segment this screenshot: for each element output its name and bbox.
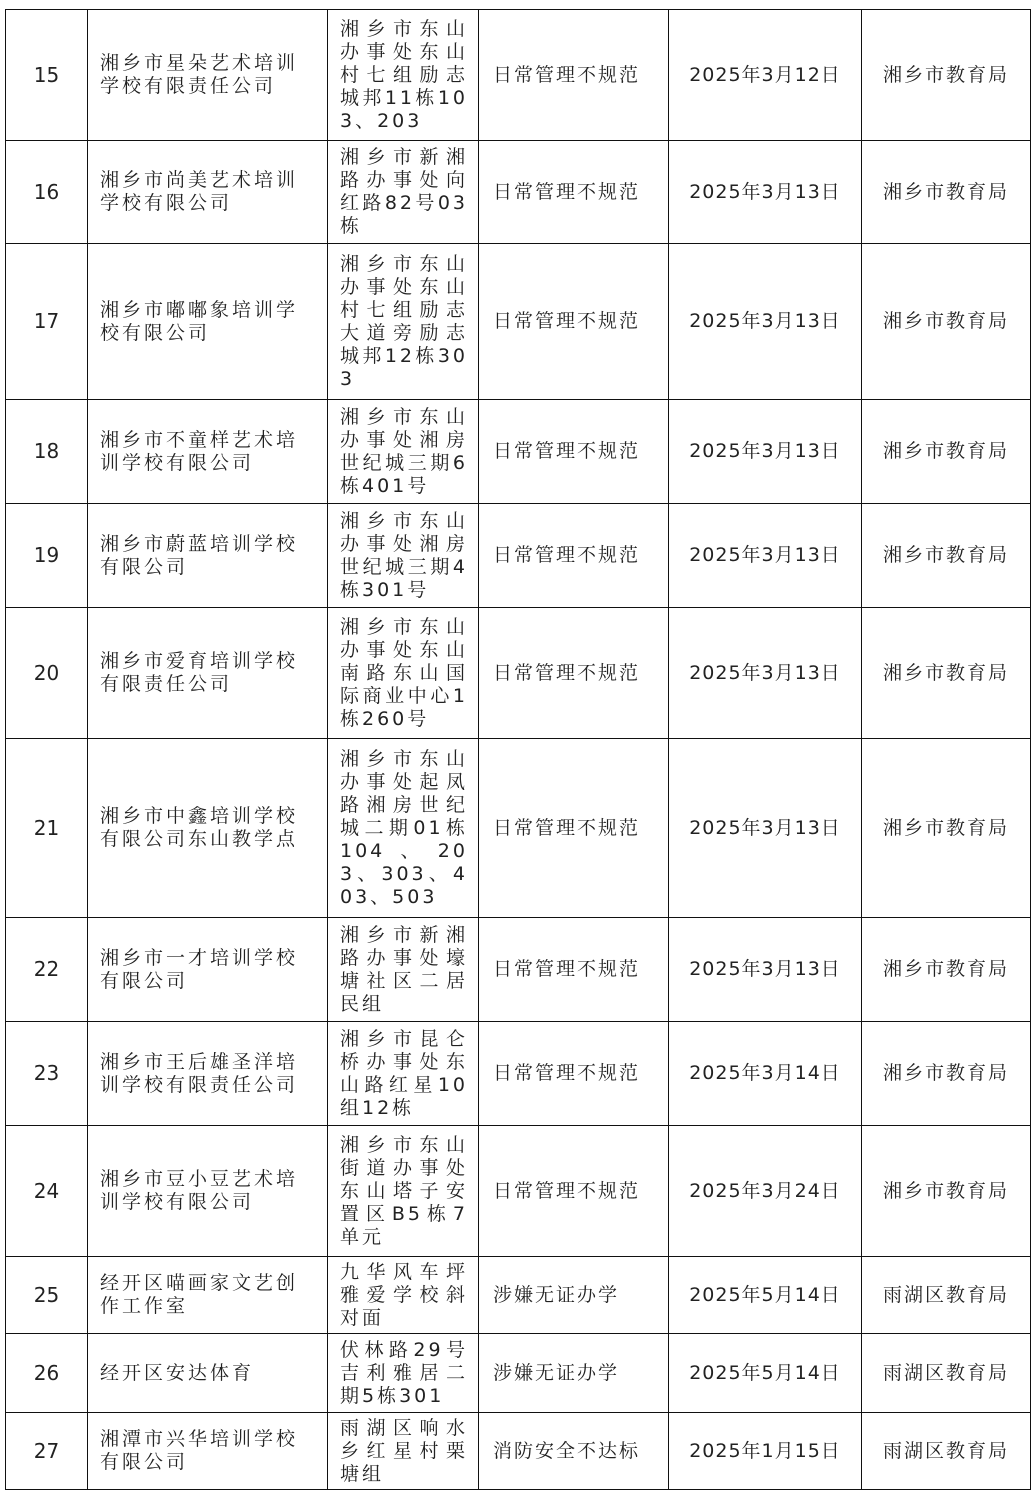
inspection-date: 2025年3月13日 [669,739,862,918]
table-row [6,244,1031,400]
table-row [6,608,1031,739]
violation-issue: 日常管理不规范 [479,918,669,1022]
responsible-department: 湘乡市教育局 [862,244,1031,400]
violation-issue: 日常管理不规范 [479,504,669,608]
inspection-date: 2025年3月13日 [669,918,862,1022]
violation-issue: 日常管理不规范 [479,1022,669,1126]
violation-issue: 涉嫌无证办学 [479,1257,669,1334]
row-number: 21 [6,739,88,918]
institution-address: 湘乡市东山办事处湘房世纪城三期4栋301号 [328,504,479,608]
responsible-department: 湘乡市教育局 [862,504,1031,608]
table-row [6,1126,1031,1257]
violation-issue: 日常管理不规范 [479,739,669,918]
row-number: 26 [6,1334,88,1413]
inspection-date: 2025年3月12日 [669,10,862,141]
table-body [6,10,1031,1490]
institution-address: 湘乡市新湘路办事处壕塘社区二居民组 [328,918,479,1022]
institution-name: 湘乡市一才培训学校有限公司 [88,918,328,1022]
inspection-date: 2025年1月15日 [669,1413,862,1490]
table-row [6,739,1031,918]
responsible-department: 湘乡市教育局 [862,10,1031,141]
institution-name: 湘乡市中鑫培训学校有限公司东山教学点 [88,739,328,918]
table-row [6,400,1031,504]
responsible-department: 雨湖区教育局 [862,1257,1031,1334]
row-number: 24 [6,1126,88,1257]
institution-name: 经开区安达体育 [88,1334,328,1413]
institution-name: 湘潭市兴华培训学校有限公司 [88,1413,328,1490]
table-row [6,1257,1031,1334]
row-number: 16 [6,141,88,244]
table-row [6,141,1031,244]
institution-address: 雨湖区响水乡红星村栗塘组 [328,1413,479,1490]
institution-address: 九华风车坪雅爱学校斜对面 [328,1257,479,1334]
institution-address: 湘乡市东山街道办事处东山塔子安置区B5栋7单元 [328,1126,479,1257]
violation-issue: 日常管理不规范 [479,10,669,141]
enforcement-table [5,9,1031,1490]
table-row [6,504,1031,608]
institution-name: 湘乡市星朵艺术培训学校有限责任公司 [88,10,328,141]
responsible-department: 湘乡市教育局 [862,918,1031,1022]
table-row [6,1334,1031,1413]
institution-name: 湘乡市爱育培训学校有限责任公司 [88,608,328,739]
institution-name: 湘乡市尚美艺术培训学校有限公司 [88,141,328,244]
row-number: 23 [6,1022,88,1126]
row-number: 18 [6,400,88,504]
institution-address: 湘乡市新湘路办事处向红路82号03栋 [328,141,479,244]
violation-issue: 日常管理不规范 [479,1126,669,1257]
row-number: 20 [6,608,88,739]
institution-name: 湘乡市不童样艺术培训学校有限公司 [88,400,328,504]
inspection-date: 2025年3月24日 [669,1126,862,1257]
institution-address: 伏林路29号吉利雅居二期5栋301 [328,1334,479,1413]
row-number: 27 [6,1413,88,1490]
row-number: 25 [6,1257,88,1334]
institution-name: 湘乡市嘟嘟象培训学校有限公司 [88,244,328,400]
institution-name: 湘乡市王后雄圣洋培训学校有限责任公司 [88,1022,328,1126]
institution-name: 湘乡市蔚蓝培训学校有限公司 [88,504,328,608]
inspection-date: 2025年3月13日 [669,400,862,504]
violation-issue: 日常管理不规范 [479,608,669,739]
responsible-department: 雨湖区教育局 [862,1334,1031,1413]
violation-issue: 日常管理不规范 [479,141,669,244]
violation-issue: 日常管理不规范 [479,244,669,400]
table-row [6,1413,1031,1490]
responsible-department: 湘乡市教育局 [862,608,1031,739]
table-row [6,1022,1031,1126]
institution-address: 湘乡市东山办事处起凤路湘房世纪城二期01栋104、203、303、403、503 [328,739,479,918]
inspection-date: 2025年3月13日 [669,608,862,739]
inspection-date: 2025年3月14日 [669,1022,862,1126]
responsible-department: 湘乡市教育局 [862,141,1031,244]
responsible-department: 湘乡市教育局 [862,400,1031,504]
row-number: 15 [6,10,88,141]
inspection-date: 2025年5月14日 [669,1334,862,1413]
institution-address: 湘乡市东山办事处湘房世纪城三期6栋401号 [328,400,479,504]
responsible-department: 雨湖区教育局 [862,1413,1031,1490]
table-row [6,10,1031,141]
institution-name: 经开区喵画家文艺创作工作室 [88,1257,328,1334]
row-number: 19 [6,504,88,608]
table-row [6,918,1031,1022]
violation-issue: 涉嫌无证办学 [479,1334,669,1413]
responsible-department: 湘乡市教育局 [862,1022,1031,1126]
responsible-department: 湘乡市教育局 [862,739,1031,918]
inspection-date: 2025年3月13日 [669,504,862,608]
violation-issue: 日常管理不规范 [479,400,669,504]
responsible-department: 湘乡市教育局 [862,1126,1031,1257]
institution-address: 湘乡市昆仑桥办事处东山路红星10组12栋 [328,1022,479,1126]
inspection-date: 2025年3月13日 [669,141,862,244]
inspection-date: 2025年5月14日 [669,1257,862,1334]
inspection-date: 2025年3月13日 [669,244,862,400]
violation-issue: 消防安全不达标 [479,1413,669,1490]
institution-name: 湘乡市豆小豆艺术培训学校有限公司 [88,1126,328,1257]
institution-address: 湘乡市东山办事处东山南路东山国际商业中心1栋260号 [328,608,479,739]
institution-address: 湘乡市东山办事处东山村七组励志城邦11栋103、203 [328,10,479,141]
institution-address: 湘乡市东山办事处东山村七组励志大道旁励志城邦12栋303 [328,244,479,400]
row-number: 22 [6,918,88,1022]
row-number: 17 [6,244,88,400]
